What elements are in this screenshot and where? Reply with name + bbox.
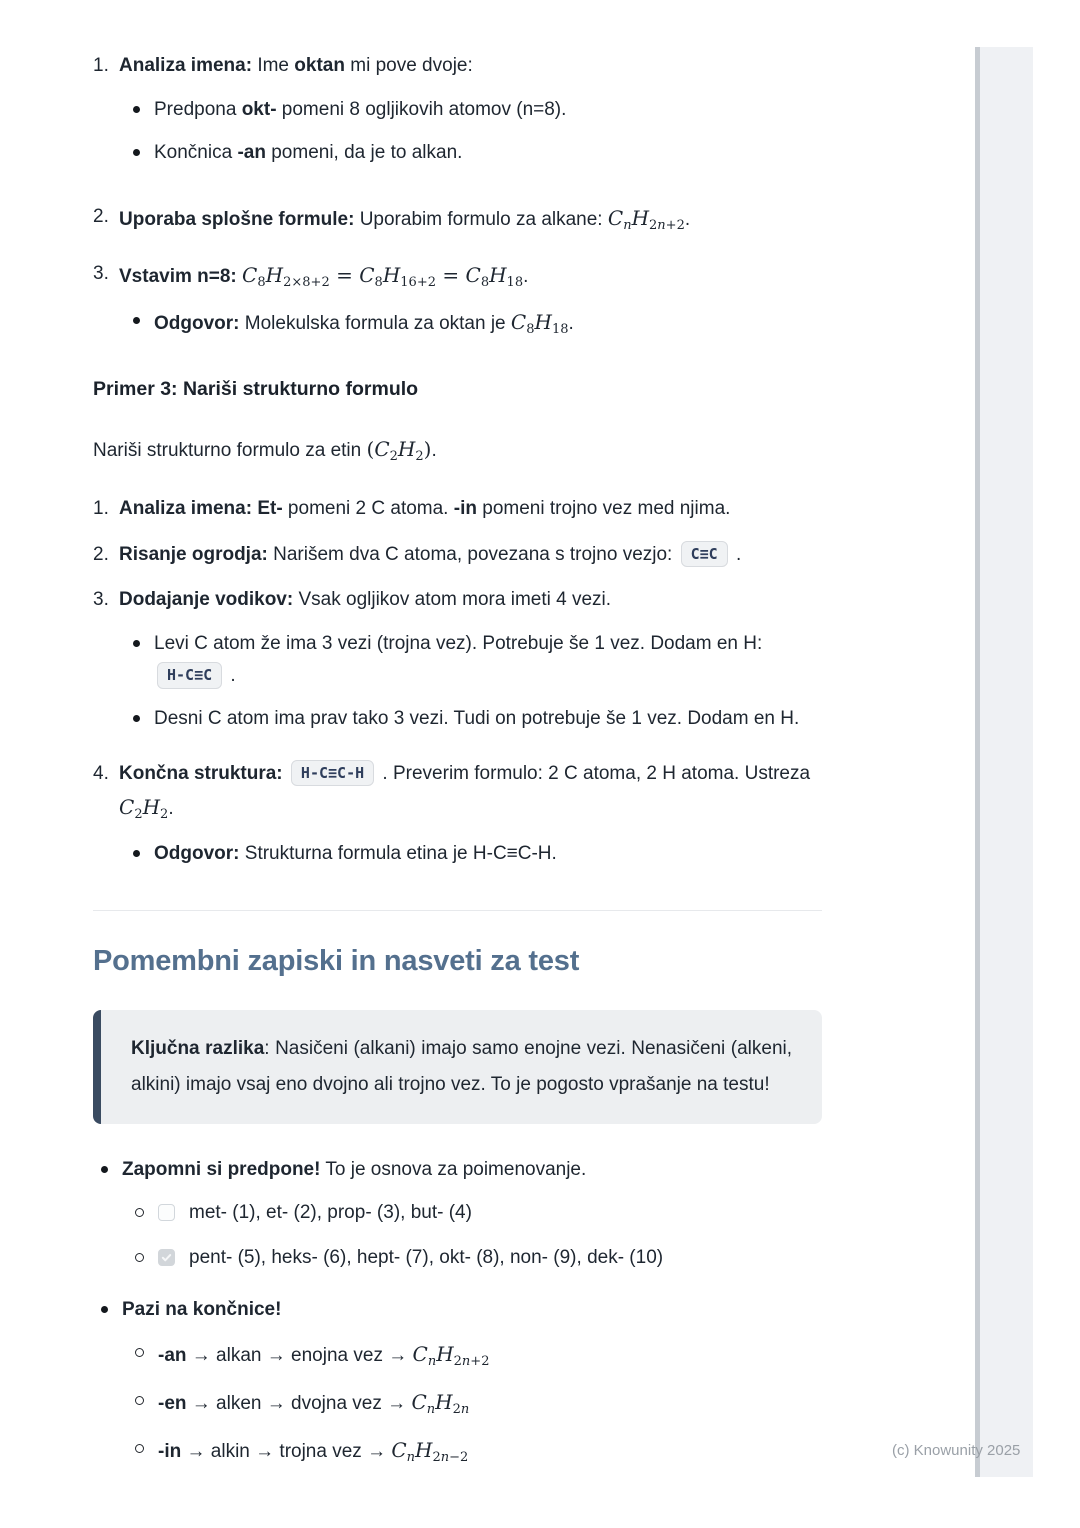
list-item-text: Analiza imena: Et- pomeni 2 C atoma. -in pomeni trojno vez med njima. [119, 498, 731, 520]
bullet-icon [133, 850, 140, 857]
bullet-list [119, 305, 822, 340]
list-item [133, 628, 822, 693]
suffix-list [101, 1337, 822, 1469]
list-item-text: -en → alken → dvojna vez → $C_nH_{2n}$ [158, 1389, 470, 1417]
list-item-text: Vstavim n=8: $C_8H_{2\times 8+2} = C_8H_{16+2} = C_8H_{18}$. [119, 263, 529, 291]
list-item [133, 703, 822, 735]
circle-bullet-icon [135, 1208, 144, 1217]
list-number: 3. [93, 263, 109, 285]
formula-chip: C≡C [681, 541, 728, 567]
list-number: 4. [93, 763, 109, 784]
numbered-list-example3 [93, 493, 822, 880]
checklist-item-text: pent- (5), heks- (6), hept- (7), okt- (8), non- (9), dek- (10) [189, 1246, 664, 1268]
list-item-text: Desni C atom ima prav tako 3 vezi. Tudi on potrebuje še 1 vez. Dodam en H. [154, 707, 800, 729]
checklist-item-text: met- (1), et- (2), prop- (3), but- (4) [189, 1201, 472, 1223]
copyright-note: (c) Knowunity 2025 [892, 1442, 1021, 1459]
list-item-text: Predpona okt- pomeni 8 ogljikovih atomov (n=8). [154, 99, 567, 121]
callout-text: Ključna razlika: Nasičeni (alkani) imajo samo enojne vezi. Nenasičeni (alkeni, alkini) imajo vsaj eno dvojno ali trojno vez. To je pogosto vprašanje na testu! [131, 1038, 793, 1096]
math-formula: $C_nH_{2n-2}$ [391, 1438, 469, 1466]
math-formula: $(C_2H_2)$ [366, 436, 432, 464]
list-item-text: Zapomni si predpone! To je osnova za poimenovanje. [122, 1159, 587, 1181]
list-item [133, 305, 822, 340]
list-item [133, 838, 822, 870]
list-item [93, 50, 822, 179]
list-number: 3. [93, 588, 109, 610]
list-item [93, 201, 822, 236]
list-item [93, 258, 822, 351]
notes-heading: Pomembni zapiski in nasveti za test [93, 944, 580, 977]
checklist-item [135, 1242, 822, 1274]
list-item [133, 137, 822, 169]
bullet-icon [133, 149, 140, 156]
math-formula: $C_8H_{18}$ [510, 310, 569, 338]
numbered-list-example2 [93, 50, 822, 351]
list-item-text: -an → alkan → enojna vez → $C_nH_{2n+2}$ [158, 1341, 490, 1369]
list-item [101, 1154, 822, 1274]
list-number: 2. [93, 205, 109, 227]
list-item [135, 1337, 822, 1372]
list-item-text: Odgovor: Strukturna formula etina je H-C≡C-H. [154, 842, 557, 864]
list-item-text: Analiza imena: Ime oktan mi pove dvoje: [119, 55, 473, 76]
bullet-icon [101, 1166, 108, 1173]
bullet-list [119, 838, 822, 870]
list-item [135, 1385, 822, 1420]
list-item-text: Končnica -an pomeni, da je to alkan. [154, 141, 463, 163]
list-item-text: Risanje ogrodja: Narišem dva C atoma, povezana s trojno vezjo: C≡C . [119, 539, 822, 571]
list-item-text: Končna struktura: H-C≡C-H . Preverim formulo: 2 C atoma, 2 H atoma. Ustreza $C_2H_2$. [119, 758, 822, 826]
list-item [93, 584, 822, 745]
checkbox-unchecked-icon[interactable] [158, 1204, 175, 1221]
circle-bullet-icon [135, 1348, 144, 1357]
bullet-icon [101, 1306, 108, 1313]
formula-chip: H-C≡C-H [291, 760, 374, 786]
math-formula: $C_nH_{2n}$ [411, 1389, 470, 1417]
list-item [93, 493, 822, 525]
circle-bullet-icon [135, 1396, 144, 1405]
bullet-icon [133, 106, 140, 113]
scrollbar-track[interactable] [980, 47, 1033, 1477]
prefix-checklist [101, 1197, 822, 1275]
math-formula: $C_nH_{2n+2}$ [412, 1341, 490, 1369]
document-content [93, 50, 822, 1488]
bullet-list [119, 94, 822, 169]
list-item-text: Pazi na končnice! [122, 1299, 282, 1321]
example3-title: Primer 3: Nariši strukturno formulo [93, 377, 419, 400]
section-divider [93, 910, 822, 911]
list-number: 1. [93, 55, 109, 76]
formula-chip: H-C≡C [157, 662, 222, 688]
list-item-text: Dodajanje vodikov: Vsak ogljikov atom mora imeti 4 vezi. [119, 588, 612, 610]
bullet-icon [133, 317, 140, 324]
math-formula: $C_2H_2$ [119, 795, 169, 823]
key-difference-callout [93, 1010, 822, 1124]
example3-intro: Nariši strukturno formulo za etin $(C_2H_2)$. [93, 436, 437, 464]
list-item [101, 1294, 822, 1468]
math-formula: $C_nH_{2n+2}$ [607, 205, 685, 233]
bullet-icon [133, 715, 140, 722]
list-item-text: Uporaba splošne formule: Uporabim formulo za alkane: $C_nH_{2n+2}$. [119, 205, 691, 233]
list-item-text: Levi C atom že ima 3 vezi (trojna vez). Potrebuje še 1 vez. Dodam en H: H-C≡C . [154, 628, 822, 693]
circle-bullet-icon [135, 1253, 144, 1262]
list-item [93, 539, 822, 571]
list-item-text: Odgovor: Molekulska formula za oktan je $C_8H_{18}$. [154, 310, 574, 338]
bullet-icon [133, 640, 140, 647]
scrollbar-thumb[interactable] [975, 47, 980, 1477]
math-formula: $C_8H_{2\times 8+2} = C_8H_{16+2} = C_8H_{18}$ [242, 263, 524, 291]
list-number: 2. [93, 543, 109, 565]
checkbox-checked-icon[interactable] [158, 1249, 175, 1266]
list-item [133, 94, 822, 126]
notes-bullet-list [93, 1154, 822, 1468]
list-item-text: -in → alkin → trojna vez → $C_nH_{2n-2}$ [158, 1438, 469, 1466]
list-item [135, 1433, 822, 1468]
bullet-list [119, 628, 822, 735]
list-number: 1. [93, 498, 109, 520]
list-item [93, 758, 822, 880]
checklist-item [135, 1197, 822, 1229]
circle-bullet-icon [135, 1444, 144, 1453]
